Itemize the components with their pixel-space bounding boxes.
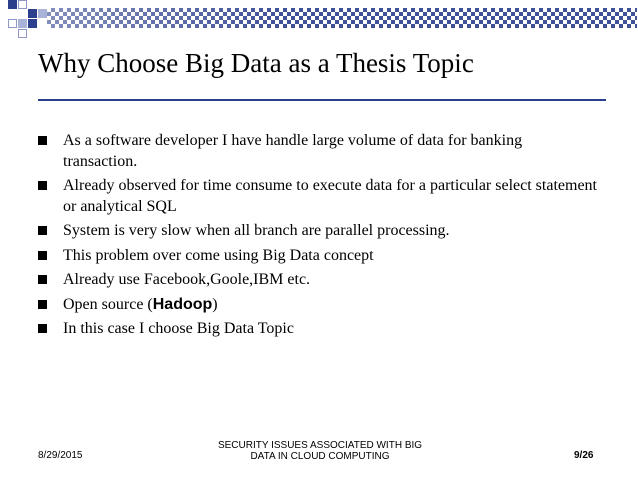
bullet-text: In this case I choose Big Data Topic	[63, 320, 294, 337]
footer-title	[200, 440, 440, 462]
bullet-item	[38, 295, 598, 316]
bullet-text: Open source (	[63, 295, 153, 313]
title-underline	[38, 99, 606, 101]
decor-square	[38, 9, 47, 18]
bullet-item	[38, 319, 598, 340]
decor-square	[28, 19, 37, 28]
bullet-item	[38, 176, 598, 217]
page-number: 9/26	[574, 450, 594, 461]
header-band-fade	[47, 8, 637, 28]
bullet-item	[38, 246, 598, 267]
bullet-list	[38, 131, 598, 344]
bullet-text: Already observed for time consume to execute data for a particular select statement or analytical SQL	[63, 177, 597, 215]
decor-square	[18, 0, 27, 9]
bullet-text: As a software developer I have handle large volume of data for banking transaction.	[63, 132, 523, 170]
bullet-text-end: )	[212, 295, 218, 313]
footer-title-line1: SECURITY ISSUES ASSOCIATED WITH BIG	[217, 440, 423, 451]
bullet-item	[38, 131, 598, 172]
bullet-square-icon	[38, 226, 47, 235]
bullet-text: This problem over come using Big Data concept	[63, 246, 374, 264]
bullet-text: Already use Facebook,Goole,IBM etc.	[63, 271, 311, 288]
bullet-square-icon	[38, 181, 47, 190]
decor-square	[18, 19, 27, 28]
bullet-square-icon	[38, 324, 47, 333]
footer-title-line2: DATA IN CLOUD COMPUTING	[250, 451, 390, 462]
bullet-square-icon	[38, 300, 47, 309]
bullet-item	[38, 270, 598, 291]
bullet-square-icon	[38, 136, 47, 145]
decor-square	[28, 9, 37, 18]
bullet-item	[38, 221, 598, 242]
hadoop-bold-text: Hadoop	[152, 295, 213, 313]
slide-title: Why Choose Big Data as a Thesis Topic	[38, 48, 474, 78]
decor-square	[8, 0, 17, 9]
decor-square	[8, 19, 17, 28]
bullet-square-icon	[38, 275, 47, 284]
decor-square	[18, 29, 27, 38]
bullet-square-icon	[38, 251, 47, 260]
footer-date: 8/29/2015	[38, 450, 83, 461]
bullet-text: System is very slow when all branch are parallel processing.	[63, 222, 450, 239]
